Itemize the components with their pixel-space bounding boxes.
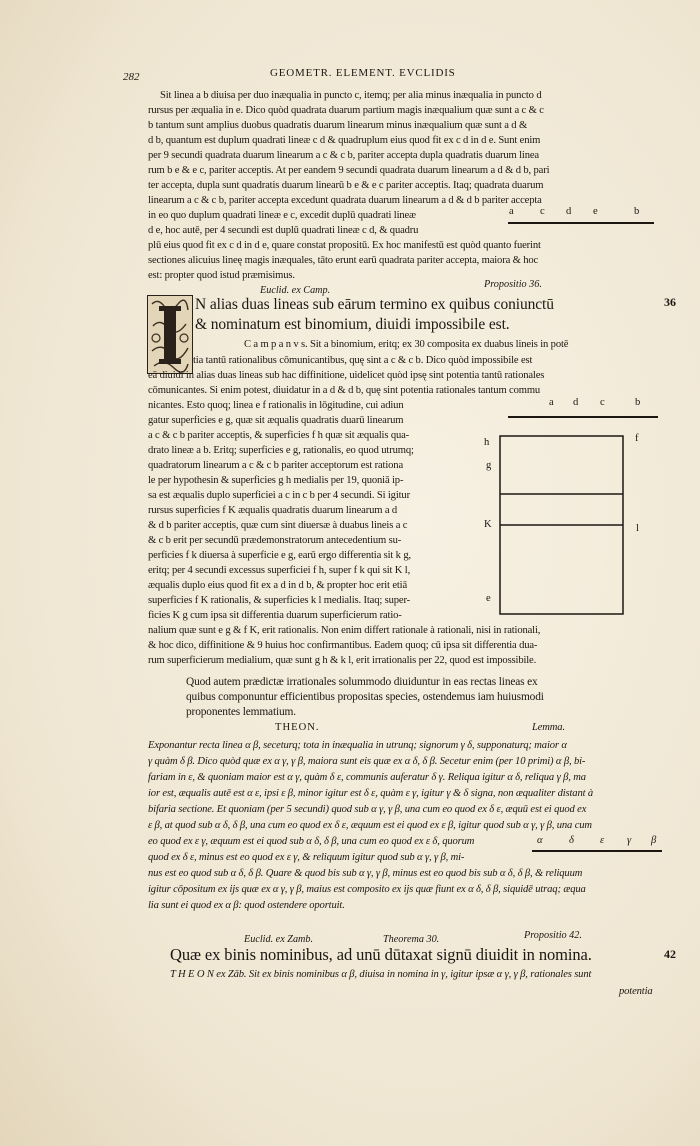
decorated-initial-i	[147, 295, 193, 374]
text-line: est: propter quod istud præmisimus.	[148, 270, 295, 281]
text-line: quod ex δ ε, minus est eo quod ex ε γ, & reliquum igitur quod sub α γ, γ β, mi-	[148, 852, 465, 863]
lemma-heading: Lemma.	[532, 722, 565, 733]
text-line: lia sunt ei quod ex α β: quod ostendere oportuit.	[148, 900, 345, 911]
text-line: per 9 secundi quadrata duarum linearum a c & c b, pariter accepta dupla quadratis duarum linea	[148, 150, 539, 161]
text-line: eā diuidi in alias duas lineas sub hac diffinitione, uidelicet quòd ipsę sint potentia tantū rationales	[148, 370, 545, 381]
line-label-b: b	[635, 397, 641, 408]
text-line: Quod autem prædictæ irrationales solummodo diuiduntur in eas rectas lineas ex	[186, 676, 538, 688]
text-line: in eo quo duplum quadrati lineæ e c, excedit duplū quadrati lineæ	[148, 210, 416, 221]
text-line: nalium quæ sunt e g & f K, erit rationalis. Non enim differt rationale à rationali, nisi in rationali,	[148, 625, 541, 636]
line-label-alpha: α	[537, 835, 543, 846]
diagram-label-e: e	[486, 593, 491, 604]
text-line: potentia	[619, 986, 653, 997]
text-line: perficies f k diuersa à superficie e g, earū ergo differentia sit k g,	[148, 550, 411, 561]
text-line: ε β, at quod sub α δ, δ β, una cum eo quod ex δ ε, æquum est ei quod ex ε β, igitur quod sub α γ, γ β, una cum	[148, 820, 592, 831]
line-label-b: b	[634, 206, 640, 217]
line-label-c: c	[600, 397, 605, 408]
text-line: linearum a c & c b, pariter accepta excedunt quadrata duarum linearum a d & d b pariter accepta	[148, 195, 542, 206]
text-line: ficies K g cum ipsa sit differentia duarum superficierum ratio-	[148, 610, 402, 621]
line-label-epsilon: ε	[600, 835, 605, 846]
text-line: T H E O N ex Zāb. Sit ex binis nominibus α β, diuisa in nomina in γ, igitur ipsæ α γ, γ β, rationales sunt	[170, 969, 592, 980]
text-line: bifaria sectione. Et quoniam (per 5 secundi) quod sub α γ, γ β, una cum eo quod ex δ ε, æquū est ei quod ex	[148, 804, 587, 815]
text-line: & d b pariter acceptis, quæ cum sint diuersæ à duabus lineis a c	[148, 520, 408, 531]
running-title: GEOMETR. ELEMENT. EVCLIDIS	[270, 67, 456, 79]
text-line: tia tantū rationalibus cōmunicantibus, quę sint a c & c b. Dico quòd impossibile est	[193, 355, 533, 366]
text-line: ior est, æqualis autē est α ε, ipsi ε β, minor igitur est δ ε, quàm ε γ, igitur γ & δ signa, non æqualiter distant à	[148, 788, 594, 799]
diagram-label-l: l	[636, 523, 639, 534]
text-line: æqualis duplo eius quod fit ex a d in d b, & propter hoc erit etiā	[148, 580, 408, 591]
text-line: ter accepta, dupla sunt quadratis duarum linearū b e & e c pariter acceptis. Itaq; quadrata duarum	[148, 180, 544, 191]
line-label-e: e	[593, 206, 598, 217]
margin-number: 36	[664, 295, 676, 309]
text-line: & c b erit per secundū prædemonstratorum antecedentium su-	[148, 535, 402, 546]
text-line: Sit linea a b diuisa per duo inæqualia in puncto c, itemq; per alia minus inæqualia in puncto d	[160, 90, 542, 101]
line-label-beta: β	[651, 835, 657, 846]
text-line: Exponantur recta linea α β, seceturq; tota in inæqualia in utrunq; signorum γ δ, supponaturq; maior α	[148, 740, 567, 751]
text-line: drato lineæ a b. Eritq; superficies e g, rationalis, eo quod utrumq;	[148, 445, 414, 456]
rectangle-diagram	[498, 408, 658, 633]
text-line: le per hypothesin & superficies g h medialis per 19, quoniā ip-	[148, 475, 404, 486]
text-line: & hoc dico, diffinitione & 9 huius hoc confirmantibus. Eadem quoq; cū ipsa sit differentia dua-	[148, 640, 538, 651]
line-label-a: a	[549, 397, 554, 408]
text-line: quibus componuntur efficientibus propositas species, ostendemus iam huiusmodi	[186, 691, 544, 703]
line-label-a: a	[509, 206, 514, 217]
proposition-label: Propositio 42.	[524, 930, 582, 941]
diagram-label-k: K	[484, 519, 492, 530]
figure-line	[532, 850, 662, 852]
line-label-delta: δ	[569, 835, 574, 846]
text-line: rursus superficies f K æqualis quadratis duarum linearum a d	[148, 505, 398, 516]
line-label-d: d	[573, 397, 579, 408]
proposition-title: & nominatum est binomium, diuidi impossibile est.	[195, 316, 510, 333]
text-line: d e, hoc autē, per 4 secundi est duplū quadrati lineæ c d, & quadru	[148, 225, 419, 236]
diagram-label-g: g	[486, 460, 492, 471]
text-line: fariam in ε, & quoniam maior est α γ, quàm δ ε, communis auferatur δ γ. Reliqua igitur α δ, reliqua γ β, ma	[148, 772, 586, 783]
diagram-label-h: h	[484, 437, 490, 448]
proposition-label: Propositio 36.	[484, 279, 542, 290]
text-line: nus est eo quod sub α δ, δ β. Quare & quod bis sub α γ, γ β, minus est eo quod bis sub α δ, δ β, & reliquum	[148, 868, 583, 879]
text-line: rursus per æqualia in e. Dico quòd quadrata duarum partium magis inæqualium quæ sunt a c & c	[148, 105, 544, 116]
theorem-title: Quæ ex binis nominibus, ad unū dūtaxat signū diuidit in nomina.	[170, 945, 592, 964]
text-line: superficies f K rationalis, & superficies k l medialis. Itaq; super-	[148, 595, 411, 606]
page-number: 282	[123, 71, 140, 83]
text-line: gatur superficies e g, quæ sit æqualis quadratis duarū linearum	[148, 415, 404, 426]
text-line: γ quàm δ β. Dico quòd quæ ex α γ, γ β, maiora sunt eis quæ ex α δ, δ β. Secetur enim (per 10 primi) α β, bi-	[148, 756, 586, 767]
line-label-c: c	[540, 206, 545, 217]
text-line: plū eius quod fit ex c d in d e, quare constat propositū. Ex hoc manifestū est quòd quanto fuerint	[148, 240, 541, 251]
source-label: Euclid. ex Zamb.	[244, 934, 314, 945]
diagram-label-f: f	[635, 433, 639, 444]
line-label-gamma: γ	[627, 835, 632, 846]
theorema-label: Theorema 30.	[383, 934, 440, 945]
theon-heading: THEON.	[275, 722, 320, 733]
text-line: proponentes lemmatium.	[186, 706, 296, 718]
text-line: nicantes. Esto quoq; linea e f rationalis in lōgitudine, cui adiun	[148, 400, 404, 411]
line-label-d: d	[566, 206, 572, 217]
source-label: Euclid. ex Camp.	[260, 285, 331, 296]
text-line: eritq; per 4 secundi excessus superficiei f h, super f k qui sit K l,	[148, 565, 411, 576]
text-line: sa est æqualis duplo superficiei a c in c b per 4 secundi. Si igitur	[148, 490, 410, 501]
margin-number: 42	[664, 947, 676, 961]
text-line: rum superficierum medialium, quæ sunt g h & k l, erit irrationalis per 22, quod est impossibile.	[148, 655, 537, 666]
text-line: rum b e & e c, pariter acceptis. At per eandem 9 secundi quadrata duarum linearum a d & d b, pari	[148, 165, 550, 176]
text-line: C a m p a n v s. Sit a binomium, eritq; ex 30 composita ex duabus lineis in potē	[244, 339, 569, 350]
text-line: cōmunicantes. Si enim potest, diuidatur in a d & d b, quę sint potentia rationales tantum commu	[148, 385, 541, 396]
text-line: quadratorum linearum a c & c b pariter acceptorum est rationa	[148, 460, 403, 471]
text-line: sectiones alicuius lineę magis inæquales, tāto erunt earū quadrata pariter accepta, maiora & hoc	[148, 255, 539, 266]
text-line: d b, quantum est duplum quadrati lineæ c d & quadruplum eius quod fit ex c d in d e. Sunt enim	[148, 135, 541, 146]
proposition-title: N alias duas lineas sub eārum termino ex quibus coniunctū	[195, 296, 554, 313]
text-line: b tantum sunt amplius duobus quadratis duarum linearum minus inæqualium quæ sunt a d &	[148, 120, 528, 131]
text-line: eo quod ex ε γ, æquum est ei quod sub α δ, δ β, una cum eo quod ex ε δ, quorum	[148, 836, 475, 847]
text-line: a c & c b pariter acceptis, & superficies f h quæ sit æqualis qua-	[148, 430, 410, 441]
figure-line	[508, 222, 654, 224]
text-line: igitur cōpositum ex ijs quæ ex α γ, γ β, maius est composito ex ijs quæ fiunt ex α δ, δ β, siquidē utraq; æqua	[148, 884, 586, 895]
